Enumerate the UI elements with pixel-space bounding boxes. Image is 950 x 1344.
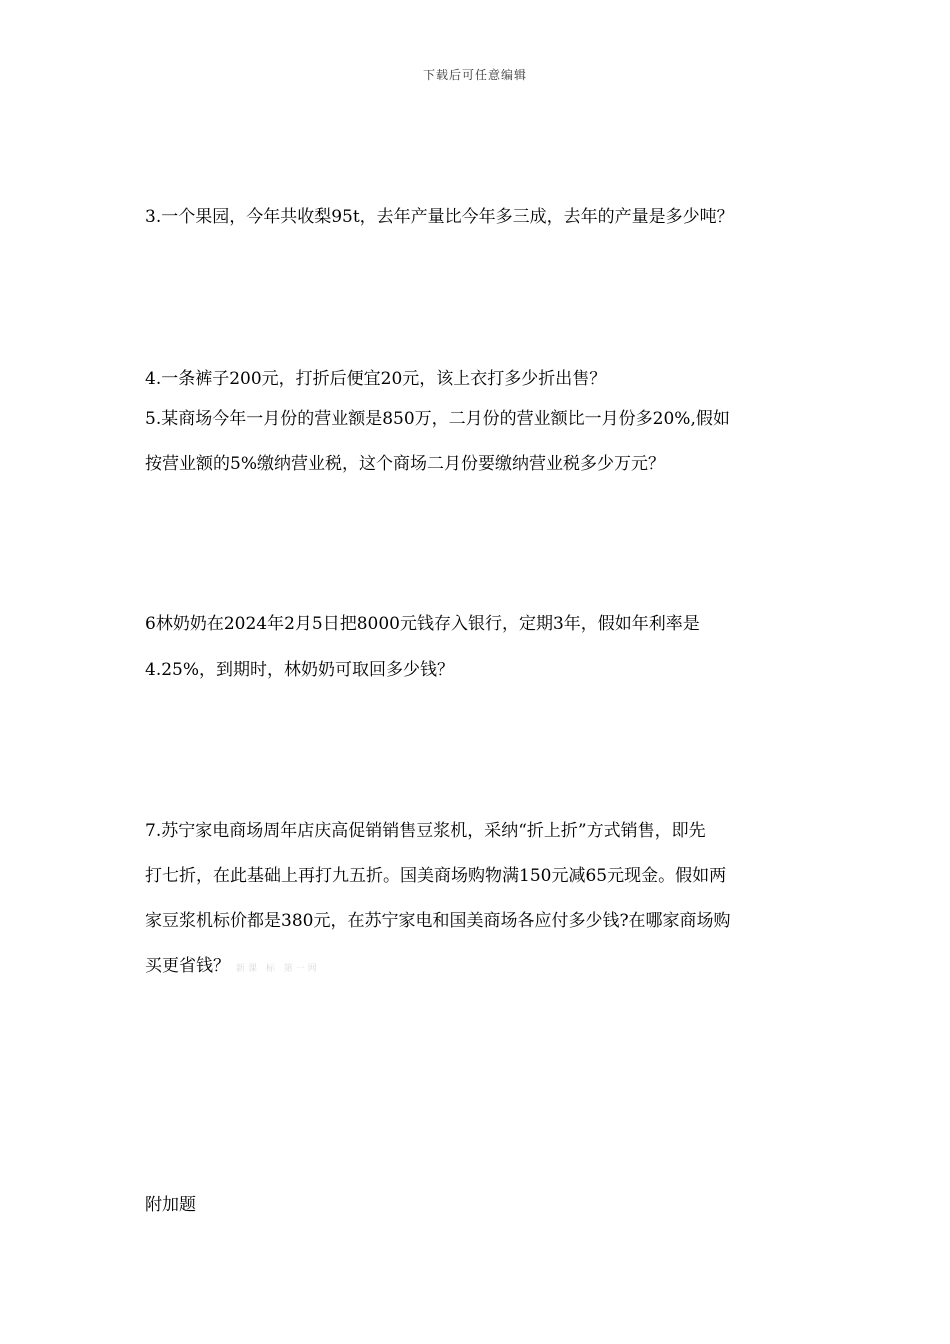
question-7-line-3: 家豆浆机标价都是380元，在苏宁家电和国美商场各应付多少钱?在哪家商场购 [145, 911, 731, 931]
question-5-line-1: 5.某商场今年一月份的营业额是850万，二月份的营业额比一月份多20%,假如 [145, 409, 730, 429]
extra-question-title: 附加题 [145, 1195, 196, 1215]
question-7-line-1: 7.苏宁家电商场周年店庆高促销销售豆浆机，采纳“折上折”方式销售，即先 [145, 821, 706, 841]
question-6-line-2: 4.25%，到期时，林奶奶可取回多少钱？ [145, 660, 455, 680]
question-4: 4.一条裤子200元，打折后便宜20元，该上衣打多少折出售？ [145, 369, 607, 389]
question-7-line-4-text: 买更省钱？ [145, 956, 230, 976]
faint-watermark-text: 新课 标 第一网 [236, 964, 320, 974]
question-7-line-4 [145, 955, 320, 980]
page-header: 下载后可任意编辑 [422, 68, 527, 82]
question-3: 3.一个果园，今年共收梨95t，去年产量比今年多三成，去年的产量是多少吨？ [145, 207, 734, 227]
question-7-line-2: 打七折，在此基础上再打九五折。国美商场购物满150元减65元现金。假如两 [145, 866, 727, 886]
question-5-line-2: 按营业额的5%缴纳营业税，这个商场二月份要缴纳营业税多少万元？ [145, 454, 665, 474]
question-6-line-1: 6林奶奶在2024年2月5日把8000元钱存入银行，定期3年，假如年利率是 [145, 614, 700, 634]
